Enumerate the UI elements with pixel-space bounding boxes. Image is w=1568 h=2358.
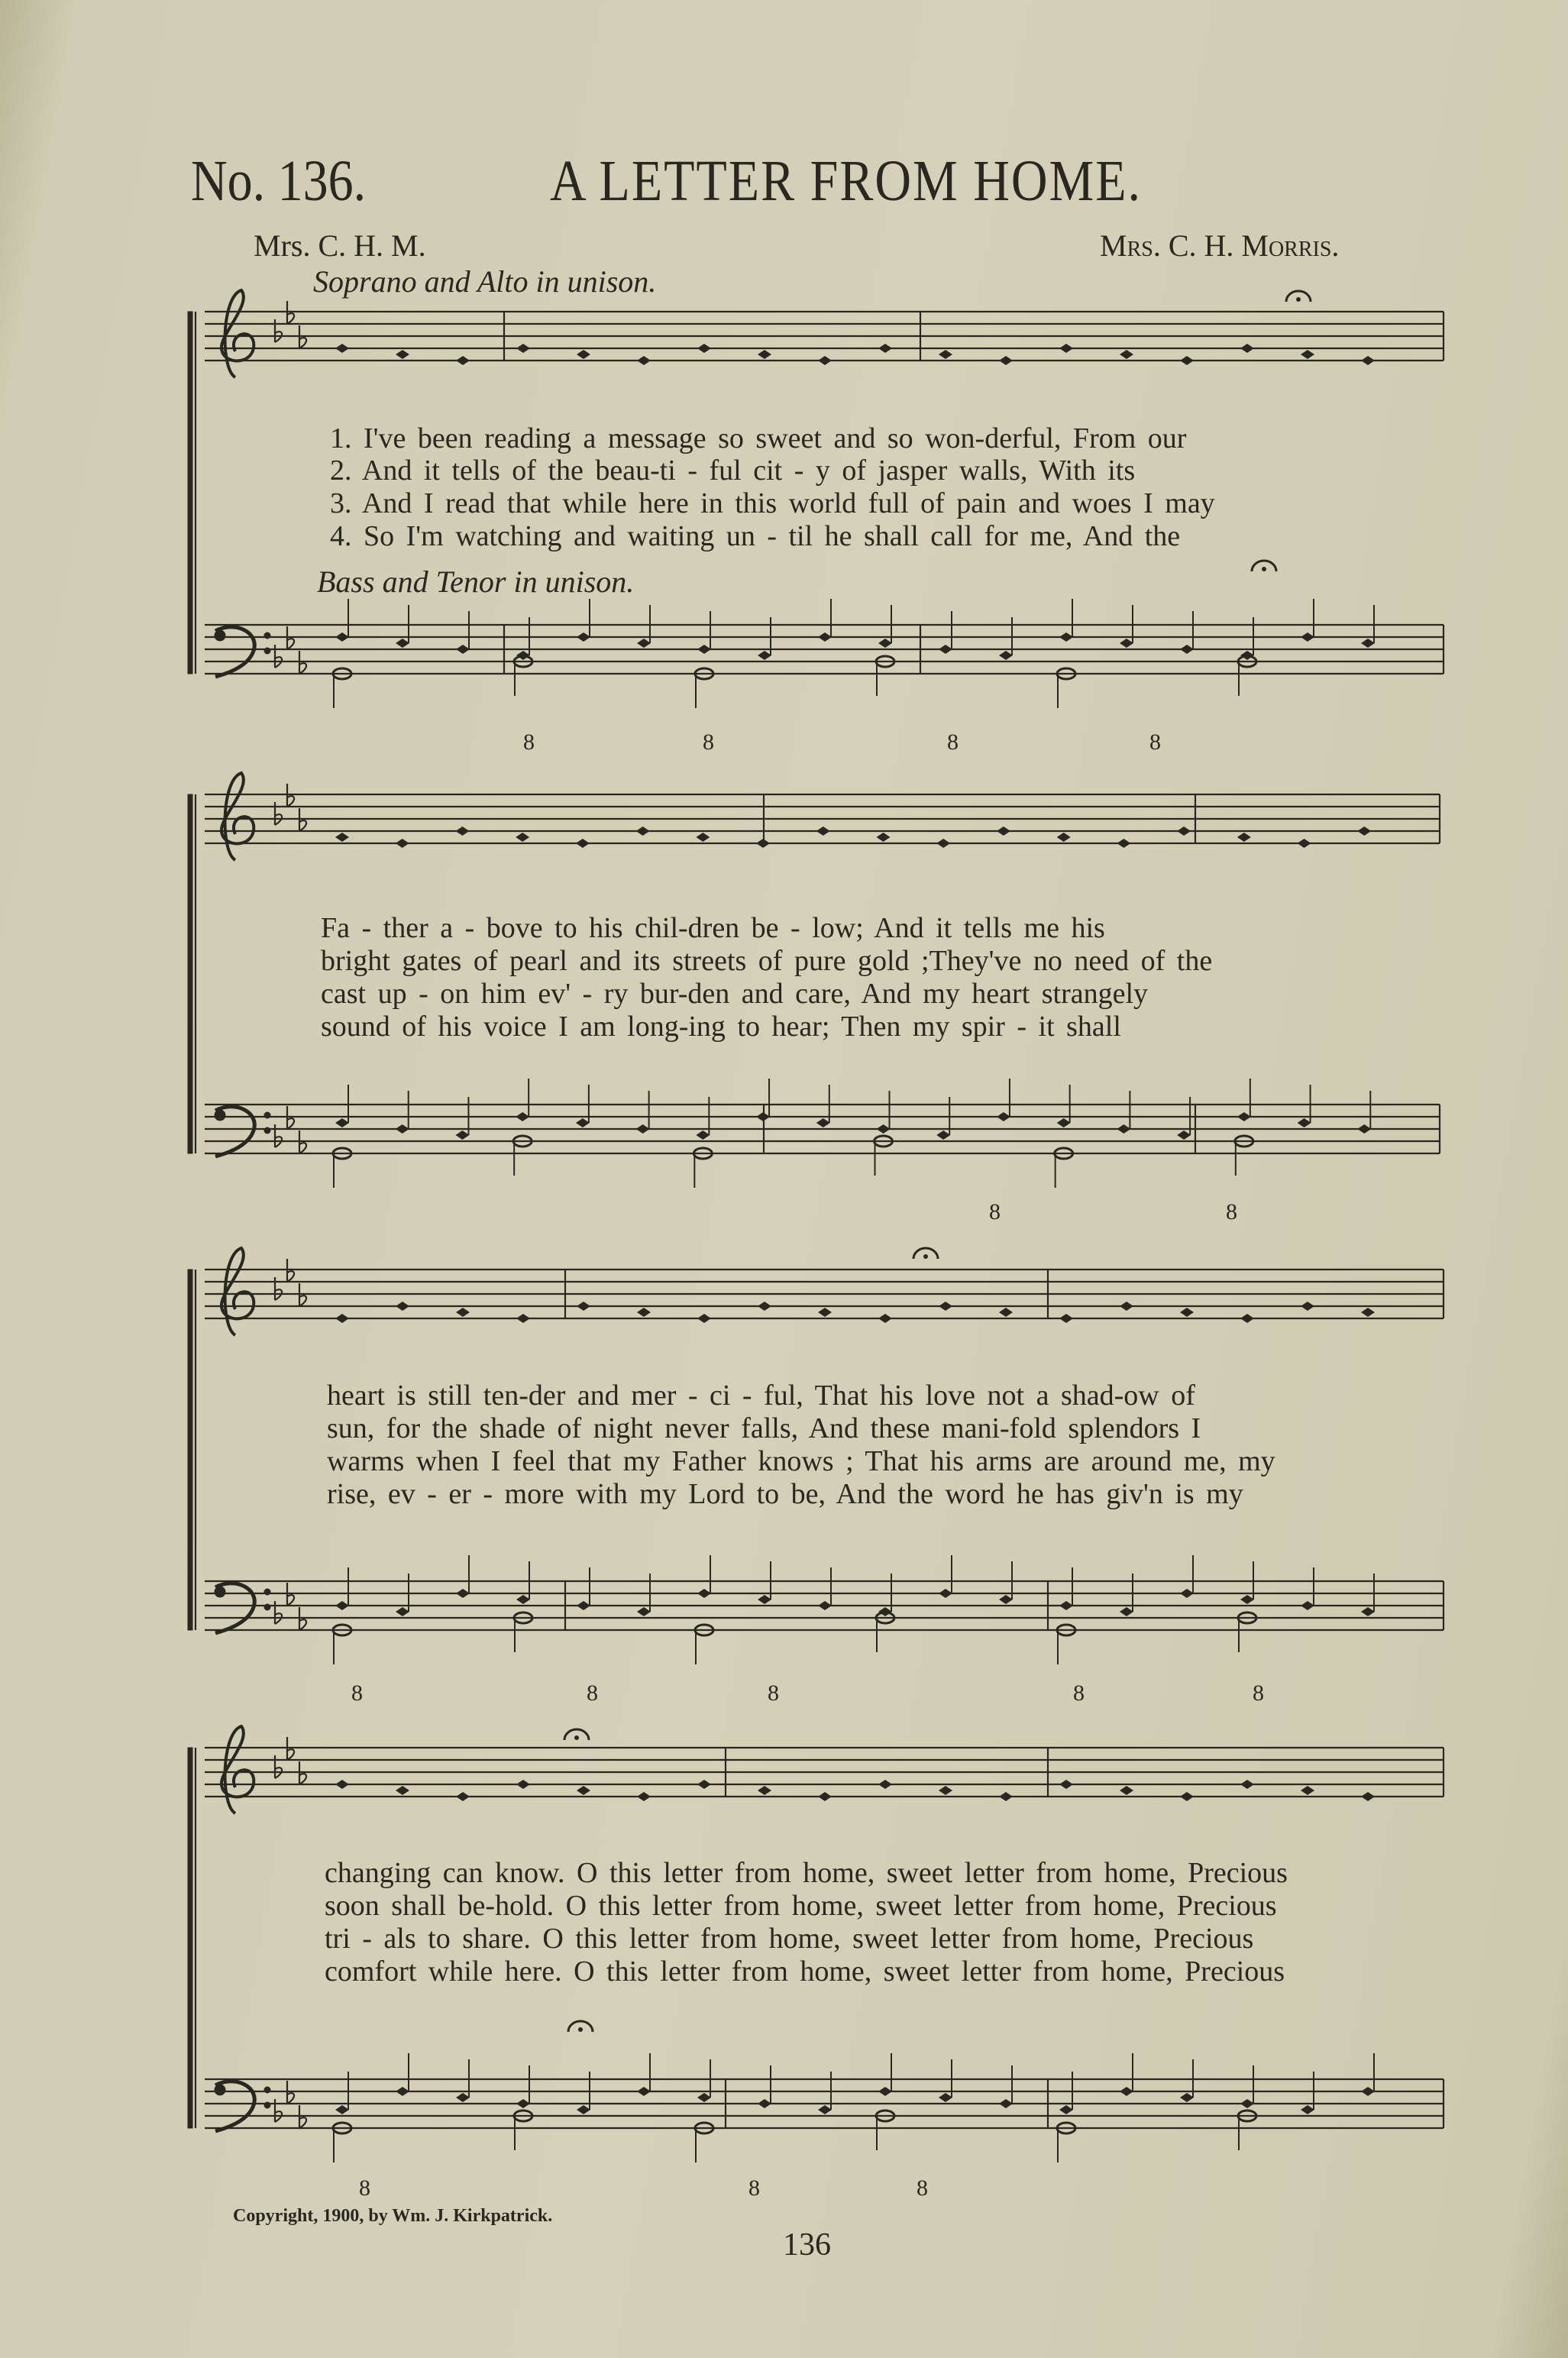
- note-head: [396, 639, 409, 648]
- bass-clef-dot: [215, 1110, 225, 1121]
- note-head: [999, 1308, 1013, 1317]
- bass-clef-dot: [264, 632, 270, 639]
- note-head: [999, 1595, 1013, 1604]
- note-head: [999, 1792, 1013, 1801]
- note-head: [1361, 1607, 1375, 1616]
- note-head: [1361, 356, 1375, 365]
- note-head: [335, 833, 349, 842]
- lower-voice-direction: Bass and Tenor in unison.: [317, 564, 635, 599]
- note-head: [516, 1780, 530, 1789]
- note-head: [576, 1118, 590, 1127]
- note-head: [516, 2099, 530, 2108]
- note-head: [818, 356, 832, 365]
- note-head: [1180, 2093, 1194, 2102]
- lyric-line: tri - als to share. O this letter from home, sweet letter from home, Precious: [325, 1923, 1254, 1955]
- lyric-line: cast up - on him ev' - ry bur-den and care, And my heart strangely: [321, 978, 1149, 1010]
- bass-octave-mark: 8: [523, 729, 535, 755]
- note-head: [878, 639, 892, 648]
- words-credit: Mrs. C. H. M.: [254, 228, 426, 263]
- upper-voice-direction: Soprano and Alto in unison.: [313, 264, 657, 299]
- flat-sign: [287, 1118, 294, 1129]
- bass-octave-mark: 8: [1149, 729, 1161, 755]
- treble-clef: [221, 773, 254, 860]
- note-head: [697, 344, 711, 353]
- note-head: [1120, 1607, 1133, 1616]
- fermata-dot: [1262, 567, 1266, 571]
- system-bracket: [188, 794, 192, 1153]
- note-head: [335, 632, 349, 642]
- note-head: [936, 1130, 950, 1140]
- lyric-line: heart is still ten-der and mer - ci - ful, That his love not a shad-ow of: [327, 1380, 1195, 1412]
- note-head: [1059, 1314, 1073, 1323]
- note-head: [818, 2105, 832, 2114]
- note-head: [577, 350, 590, 359]
- note-head: [818, 1601, 832, 1610]
- note-head: [1361, 2087, 1375, 2096]
- bass-clef-dot: [264, 648, 270, 654]
- bass-octave-mark: 8: [1073, 1680, 1085, 1706]
- bass-octave-mark: 8: [917, 2175, 928, 2201]
- note-head: [577, 1786, 590, 1795]
- note-head: [1301, 1786, 1314, 1795]
- note-head: [758, 1786, 771, 1795]
- flat-sign: [299, 1143, 306, 1153]
- note-head: [1120, 2087, 1133, 2096]
- treble-clef: [221, 1248, 254, 1335]
- lyric-line: rise, ev - er - more with my Lord to be, And the word he has giv'n is my: [327, 1478, 1243, 1510]
- bass-clef-dot: [264, 1604, 270, 1610]
- note-head: [637, 639, 651, 648]
- note-head: [1180, 1792, 1194, 1801]
- note-head: [456, 356, 470, 365]
- bass-clef-dot: [264, 2087, 270, 2093]
- bass-octave-mark: 8: [351, 1680, 363, 1706]
- note-head: [637, 356, 651, 365]
- flat-sign: [299, 1774, 306, 1784]
- note-head: [516, 833, 529, 842]
- note-head: [999, 651, 1013, 660]
- bass-clef-dot: [264, 1127, 270, 1134]
- lyric-line: soon shall be-hold. O this letter from home, sweet letter from home, Precious: [325, 1890, 1277, 1922]
- note-head: [516, 1595, 530, 1604]
- note-head: [335, 344, 349, 353]
- note-head: [576, 839, 590, 848]
- note-head: [637, 1607, 651, 1616]
- copyright-notice: Copyright, 1900, by Wm. J. Kirkpatrick.: [233, 2206, 553, 2226]
- bass-clef-dot: [215, 630, 225, 641]
- note-head: [999, 356, 1013, 365]
- flat-sign: [299, 1619, 306, 1630]
- note-head: [697, 2093, 711, 2102]
- page-number: 136: [783, 2227, 831, 2263]
- bass-octave-mark: 8: [768, 1680, 779, 1706]
- treble-clef: [221, 290, 254, 377]
- system-bracket: [188, 312, 192, 674]
- treble-clef: [221, 1726, 254, 1813]
- note-head: [1237, 1112, 1251, 1121]
- bass-octave-mark: 8: [947, 729, 959, 755]
- flat-sign: [287, 1271, 294, 1282]
- bass-clef-dot: [264, 1589, 270, 1595]
- bass-octave-mark: 8: [989, 1199, 1001, 1224]
- note-head: [939, 350, 952, 359]
- note-head: [577, 2105, 590, 2114]
- lyric-line: changing can know. O this letter from home, sweet letter from home, Precious: [325, 1857, 1288, 1889]
- hymn-title: A LETTER FROM HOME.: [550, 149, 1143, 214]
- note-head: [997, 1112, 1010, 1121]
- note-head: [1180, 645, 1194, 654]
- flat-sign: [299, 1295, 306, 1306]
- note-head: [637, 1792, 651, 1801]
- fermata-dot: [1296, 297, 1301, 302]
- flat-sign: [287, 2093, 294, 2104]
- flat-sign: [299, 820, 306, 831]
- note-head: [697, 1314, 711, 1323]
- note-head: [396, 1124, 409, 1134]
- flat-sign: [299, 338, 306, 348]
- music-credit: Mrs. C. H. Morris.: [1100, 228, 1340, 263]
- lyric-line: 1. I've been reading a message so sweet and so won-derful, From our: [330, 422, 1187, 454]
- note-head: [455, 826, 469, 836]
- lyric-line: Fa - ther a - bove to his chil-dren be - low; And it tells me his: [321, 912, 1105, 944]
- note-head: [396, 1302, 409, 1311]
- note-head: [878, 1780, 892, 1789]
- note-head: [877, 833, 891, 842]
- note-head: [1120, 1786, 1133, 1795]
- note-head: [516, 344, 530, 353]
- lyric-line: comfort while here. O this letter from home, sweet letter from home, Precious: [325, 1955, 1285, 1988]
- flat-sign: [299, 663, 306, 674]
- lyric-line: 3. And I read that while here in this world full of pain and woes I may: [330, 487, 1215, 519]
- note-head: [335, 1314, 349, 1323]
- note-head: [939, 1589, 952, 1598]
- fermata-dot: [923, 1254, 928, 1259]
- note-head: [396, 350, 409, 359]
- note-head: [878, 1314, 892, 1323]
- note-head: [1240, 2099, 1254, 2108]
- note-head: [758, 651, 771, 660]
- note-head: [1117, 1124, 1130, 1134]
- note-head: [1057, 1118, 1071, 1127]
- note-head: [1057, 833, 1071, 842]
- flat-sign: [299, 2117, 306, 2128]
- note-head: [1301, 1302, 1314, 1311]
- note-head: [818, 1792, 832, 1801]
- note-head: [1059, 1601, 1073, 1610]
- flat-sign: [287, 639, 294, 649]
- note-head: [818, 632, 832, 642]
- note-head: [637, 1308, 651, 1317]
- note-head: [1361, 639, 1375, 648]
- bass-clef-dot: [215, 1587, 225, 1597]
- flat-sign: [287, 1749, 294, 1760]
- note-head: [1240, 1595, 1254, 1604]
- note-head: [636, 1124, 650, 1134]
- bass-clef-dot: [264, 2102, 270, 2108]
- note-head: [1357, 1124, 1371, 1134]
- fermata-dot: [578, 2027, 583, 2032]
- note-head: [636, 826, 650, 836]
- note-head: [999, 2099, 1013, 2108]
- lyric-line: sun, for the shade of night never falls, And these mani-fold splendors I: [327, 1412, 1201, 1444]
- lyric-line: bright gates of pearl and its streets of pure gold ;They've no need of the: [321, 945, 1213, 977]
- note-head: [1059, 1780, 1073, 1789]
- bass-octave-mark: 8: [359, 2175, 370, 2201]
- note-head: [939, 645, 952, 654]
- note-head: [1240, 344, 1254, 353]
- note-head: [577, 1601, 590, 1610]
- note-head: [758, 1595, 771, 1604]
- note-head: [335, 2105, 349, 2114]
- lyric-line: warms when I feel that my Father knows ; That his arms are around me, my: [327, 1445, 1275, 1477]
- note-head: [816, 1118, 830, 1127]
- note-head: [1180, 1589, 1194, 1598]
- note-head: [696, 1130, 710, 1140]
- lyric-line: sound of his voice I am long-ing to hear; Then my spir - it shall: [321, 1011, 1121, 1043]
- note-head: [756, 1112, 770, 1121]
- note-head: [1301, 2105, 1314, 2114]
- note-head: [1180, 1308, 1194, 1317]
- bass-clef-dot: [264, 1112, 270, 1118]
- note-head: [456, 645, 470, 654]
- note-head: [1298, 839, 1311, 848]
- note-head: [878, 2087, 892, 2096]
- system-bracket: [188, 1270, 192, 1630]
- note-head: [1117, 839, 1130, 848]
- note-head: [456, 1589, 470, 1598]
- note-head: [396, 839, 409, 848]
- note-head: [1301, 632, 1314, 642]
- note-head: [577, 632, 590, 642]
- note-head: [1059, 632, 1073, 642]
- system-bracket: [188, 1748, 192, 2128]
- note-head: [758, 350, 771, 359]
- flat-sign: [287, 1595, 294, 1606]
- lyric-line: 4. So I'm watching and waiting un - til he shall call for me, And the: [330, 520, 1181, 552]
- note-head: [697, 1780, 711, 1789]
- note-head: [335, 1601, 349, 1610]
- note-head: [939, 1302, 952, 1311]
- flat-sign: [287, 796, 294, 807]
- note-head: [878, 344, 892, 353]
- note-head: [877, 1124, 891, 1134]
- note-head: [1301, 350, 1314, 359]
- note-head: [1059, 2105, 1073, 2114]
- note-head: [396, 1786, 409, 1795]
- note-head: [939, 1786, 952, 1795]
- lyric-line: 2. And it tells of the beau-ti - ful cit - y of jasper walls, With its: [330, 454, 1136, 487]
- note-head: [577, 1302, 590, 1311]
- note-head: [816, 826, 830, 836]
- bass-octave-mark: 8: [1226, 1199, 1237, 1224]
- note-head: [396, 1607, 409, 1616]
- note-head: [1357, 826, 1371, 836]
- bass-octave-mark: 8: [587, 1680, 598, 1706]
- note-head: [1180, 356, 1194, 365]
- note-head: [697, 1589, 711, 1598]
- note-head: [335, 1118, 349, 1127]
- note-head: [936, 839, 950, 848]
- note-head: [456, 1792, 470, 1801]
- note-head: [997, 826, 1010, 836]
- note-head: [1120, 639, 1133, 648]
- note-head: [696, 833, 710, 842]
- note-head: [697, 645, 711, 654]
- note-head: [516, 1112, 529, 1121]
- note-head: [1059, 344, 1073, 353]
- note-head: [335, 1780, 349, 1789]
- note-head: [1240, 1780, 1254, 1789]
- note-head: [456, 2093, 470, 2102]
- note-head: [1120, 350, 1133, 359]
- note-head: [1361, 1308, 1375, 1317]
- note-head: [1177, 1130, 1191, 1140]
- bass-octave-mark: 8: [703, 729, 714, 755]
- bass-octave-mark: 8: [1253, 1680, 1264, 1706]
- note-head: [818, 1308, 832, 1317]
- note-head: [1361, 1792, 1375, 1801]
- note-head: [939, 2093, 952, 2102]
- note-head: [1301, 1601, 1314, 1610]
- bass-octave-mark: 8: [748, 2175, 760, 2201]
- bass-clef-dot: [215, 2085, 225, 2095]
- flat-sign: [287, 313, 294, 324]
- hymn-number: No. 136.: [191, 149, 367, 214]
- note-head: [756, 839, 770, 848]
- note-head: [1237, 833, 1251, 842]
- note-head: [455, 1130, 469, 1140]
- note-head: [1177, 826, 1191, 836]
- note-head: [1240, 1314, 1254, 1323]
- note-head: [1120, 1302, 1133, 1311]
- note-head: [456, 1308, 470, 1317]
- note-head: [637, 2087, 651, 2096]
- note-head: [1298, 1118, 1311, 1127]
- note-head: [758, 1302, 771, 1311]
- fermata-dot: [574, 1735, 579, 1740]
- note-head: [516, 1314, 530, 1323]
- note-head: [396, 2087, 409, 2096]
- note-head: [758, 2099, 771, 2108]
